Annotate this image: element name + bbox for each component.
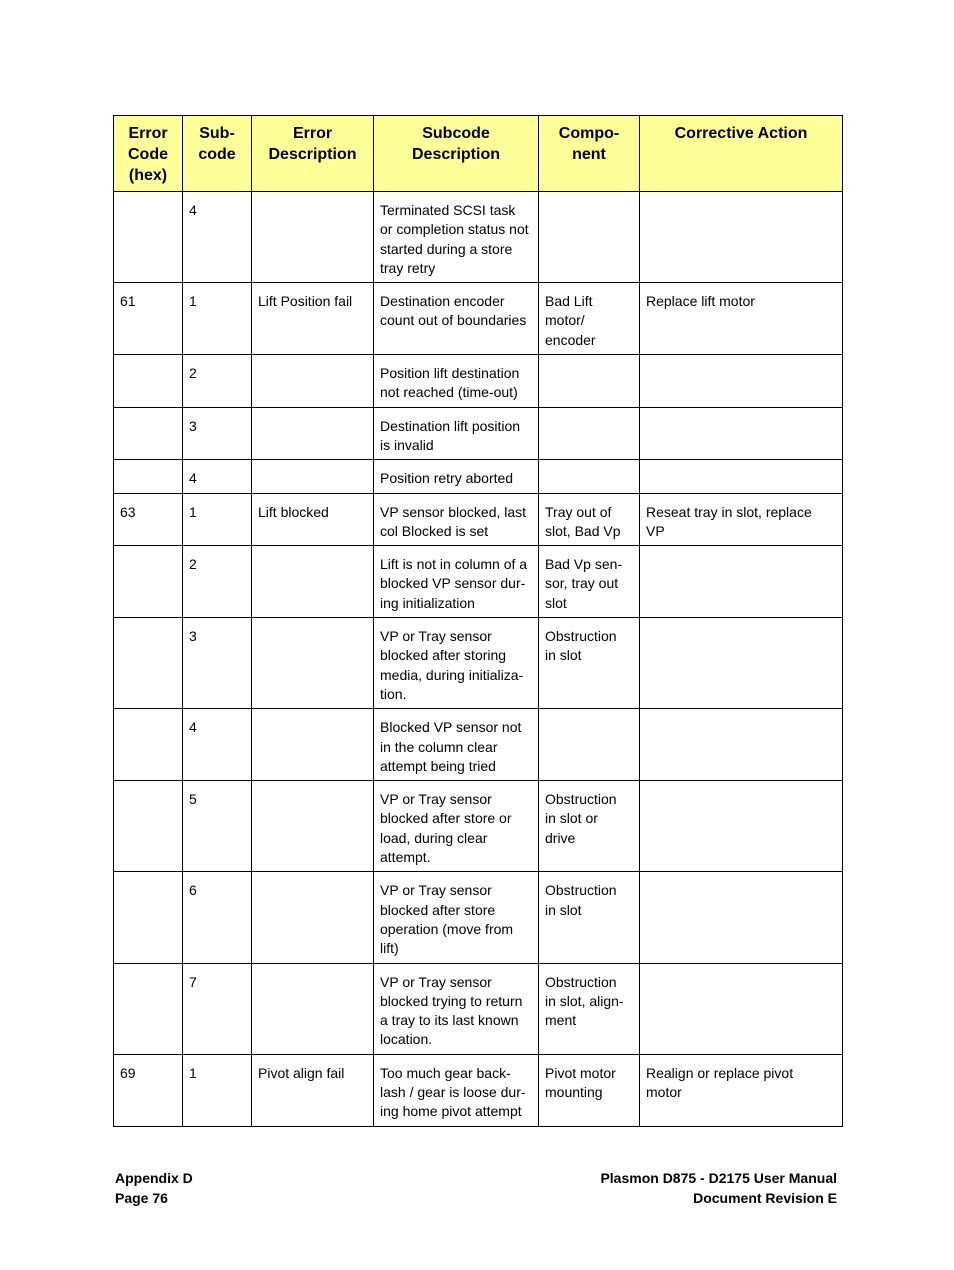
- cell-component: [539, 709, 640, 781]
- cell-error-code: [114, 709, 183, 781]
- footer-document-revision: Document Revision E: [693, 1189, 837, 1206]
- cell-corrective-action: [640, 781, 843, 872]
- cell-error-code: 61: [114, 283, 183, 355]
- cell-error-code: [114, 618, 183, 709]
- cell-error-description: [252, 546, 374, 618]
- table-row: [114, 355, 843, 408]
- cell-error-description: [252, 407, 374, 460]
- cell-error-code: 63: [114, 493, 183, 546]
- cell-component: Tray out of slot, Bad Vp: [539, 493, 640, 546]
- header-error-description: Error Description: [252, 116, 374, 192]
- cell-error-code: [114, 963, 183, 1054]
- header-component: Compo- nent: [539, 116, 640, 192]
- cell-error-description: Lift blocked: [252, 493, 374, 546]
- cell-error-description: Lift Position fail: [252, 283, 374, 355]
- cell-error-code: [114, 781, 183, 872]
- cell-error-description: [252, 872, 374, 963]
- cell-subcode: 5: [183, 781, 252, 872]
- cell-subcode: 2: [183, 546, 252, 618]
- cell-subcode: 1: [183, 1054, 252, 1126]
- cell-subcode-description: Position lift destination not reached (time-out): [374, 355, 539, 408]
- cell-subcode-description: VP or Tray sensor blocked after store operation (move from lift): [374, 872, 539, 963]
- cell-component: [539, 355, 640, 408]
- footer-manual-title: Plasmon D875 - D2175 User Manual: [600, 1170, 837, 1186]
- table-row: [114, 283, 843, 355]
- table-row: [114, 963, 843, 1054]
- header-subcode: Sub- code: [183, 116, 252, 192]
- cell-error-description: [252, 192, 374, 283]
- cell-subcode-description: VP or Tray sensor blocked after store or load, during clear attempt.: [374, 781, 539, 872]
- cell-subcode: 7: [183, 963, 252, 1054]
- cell-subcode-description: Destination encoder count out of boundaries: [374, 283, 539, 355]
- table-row: [114, 1054, 843, 1126]
- cell-component: Obstruction in slot: [539, 618, 640, 709]
- cell-subcode-description: VP or Tray sensor blocked after storing media, during initializa- tion.: [374, 618, 539, 709]
- cell-error-description: [252, 355, 374, 408]
- cell-subcode-description: Destination lift position is invalid: [374, 407, 539, 460]
- cell-error-description: Pivot align fail: [252, 1054, 374, 1126]
- cell-error-description: [252, 618, 374, 709]
- table-row: [114, 493, 843, 546]
- cell-subcode: 3: [183, 618, 252, 709]
- table-row: [114, 781, 843, 872]
- cell-subcode-description: VP or Tray sensor blocked trying to return a tray to its last known location.: [374, 963, 539, 1054]
- header-error-code: Error Code (hex): [114, 116, 183, 192]
- footer-right: [600, 1169, 837, 1208]
- table-row: [114, 618, 843, 709]
- cell-subcode-description: Lift is not in column of a blocked VP sensor dur- ing initialization: [374, 546, 539, 618]
- cell-corrective-action: [640, 460, 843, 493]
- cell-corrective-action: [640, 963, 843, 1054]
- cell-corrective-action: [640, 355, 843, 408]
- header-subcode-description: Subcode Description: [374, 116, 539, 192]
- cell-subcode: 1: [183, 283, 252, 355]
- cell-subcode-description: VP sensor blocked, last col Blocked is set: [374, 493, 539, 546]
- cell-error-code: [114, 355, 183, 408]
- table-row: [114, 460, 843, 493]
- cell-corrective-action: [640, 407, 843, 460]
- cell-corrective-action: [640, 546, 843, 618]
- table-row: [114, 872, 843, 963]
- error-code-table: [113, 115, 843, 1127]
- cell-subcode: 2: [183, 355, 252, 408]
- cell-error-code: 69: [114, 1054, 183, 1126]
- cell-error-code: [114, 460, 183, 493]
- cell-error-description: [252, 781, 374, 872]
- cell-error-description: [252, 709, 374, 781]
- cell-corrective-action: [640, 872, 843, 963]
- cell-component: [539, 192, 640, 283]
- cell-subcode-description: Blocked VP sensor not in the column clear attempt being tried: [374, 709, 539, 781]
- table-row: [114, 407, 843, 460]
- cell-subcode: 1: [183, 493, 252, 546]
- cell-corrective-action: Replace lift motor: [640, 283, 843, 355]
- cell-corrective-action: [640, 618, 843, 709]
- cell-error-description: [252, 963, 374, 1054]
- cell-corrective-action: [640, 709, 843, 781]
- header-corrective-action: Corrective Action: [640, 116, 843, 192]
- cell-subcode: 4: [183, 709, 252, 781]
- cell-subcode: 3: [183, 407, 252, 460]
- cell-corrective-action: [640, 192, 843, 283]
- cell-error-code: [114, 407, 183, 460]
- cell-component: Obstruction in slot or drive: [539, 781, 640, 872]
- cell-subcode-description: Position retry aborted: [374, 460, 539, 493]
- footer-appendix: Appendix D: [115, 1170, 193, 1186]
- cell-subcode: 6: [183, 872, 252, 963]
- cell-component: [539, 407, 640, 460]
- cell-subcode-description: Terminated SCSI task or completion status not started during a store tray retry: [374, 192, 539, 283]
- footer-left: [115, 1169, 193, 1208]
- cell-component: Bad Lift motor/ encoder: [539, 283, 640, 355]
- cell-component: Bad Vp sen- sor, tray out slot: [539, 546, 640, 618]
- cell-subcode-description: Too much gear back- lash / gear is loose dur- ing home pivot attempt: [374, 1054, 539, 1126]
- cell-error-code: [114, 192, 183, 283]
- table-row: [114, 709, 843, 781]
- table-row: [114, 192, 843, 283]
- cell-error-code: [114, 872, 183, 963]
- cell-subcode: 4: [183, 192, 252, 283]
- table-row: [114, 546, 843, 618]
- cell-component: Obstruction in slot, align- ment: [539, 963, 640, 1054]
- cell-error-code: [114, 546, 183, 618]
- cell-corrective-action: Realign or replace pivot motor: [640, 1054, 843, 1126]
- table-header-row: [114, 116, 843, 192]
- cell-error-description: [252, 460, 374, 493]
- cell-corrective-action: Reseat tray in slot, replace VP: [640, 493, 843, 546]
- footer-page-number: Page 76: [115, 1189, 168, 1206]
- cell-component: Obstruction in slot: [539, 872, 640, 963]
- cell-component: [539, 460, 640, 493]
- cell-subcode: 4: [183, 460, 252, 493]
- cell-component: Pivot motor mounting: [539, 1054, 640, 1126]
